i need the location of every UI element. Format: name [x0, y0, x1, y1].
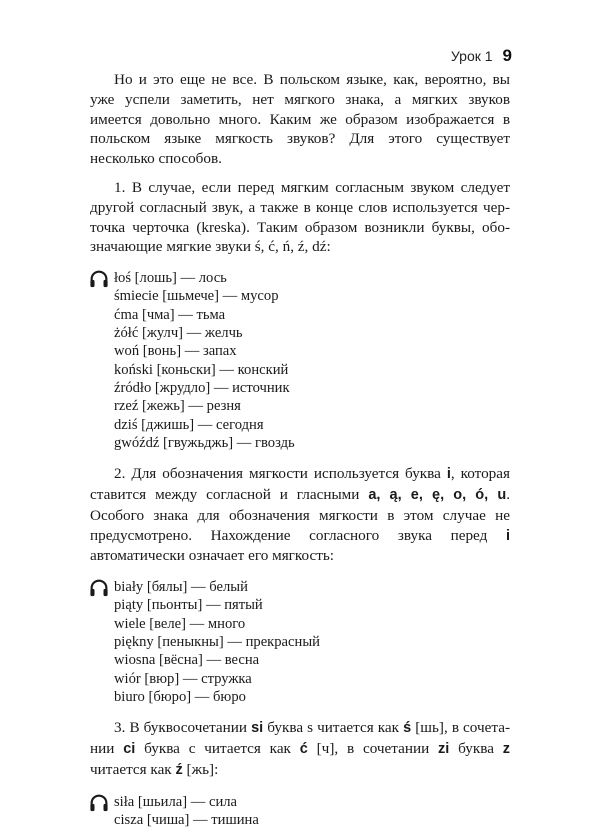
bold-letter: i — [505, 527, 510, 544]
section-1-examples — [90, 269, 510, 452]
bold-letter: ci — [123, 741, 136, 757]
bold-vowels: a, ą, e, ę, o, ó, u — [368, 486, 507, 503]
example-item: wiór [вюр] — стружка — [114, 670, 252, 687]
text-fragment: автоматически означает его мягкость: — [90, 547, 335, 565]
example-item: wiosna [вёсна] — весна — [114, 652, 260, 669]
bold-letter: z — [502, 741, 510, 757]
text-fragment: читается как — [90, 760, 176, 778]
section-2-examples — [90, 578, 510, 706]
text-fragment: , которая ставится между согласной и гласными — [90, 465, 510, 503]
example-item: dziś [джишь] — сегодня — [114, 416, 264, 433]
text-fragment: буква c читается как — [135, 740, 300, 757]
bold-letter: i — [446, 466, 451, 483]
example-item: woń [вонь] — запах — [114, 343, 237, 360]
example-item: źródło [жрудло] — источник — [114, 379, 290, 396]
example-item: wiele [веле] — много — [114, 615, 246, 632]
page-number: 9 — [502, 46, 512, 65]
example-item: biuro [бюро] — бюро — [114, 688, 246, 705]
text-fragment: 3. В буквосочетании — [114, 719, 252, 737]
headphones-icon[interactable] — [89, 270, 109, 288]
text-fragment: буква — [449, 740, 503, 757]
headphones-icon[interactable] — [89, 579, 109, 597]
example-item: żółć [жулч] — желчь — [114, 325, 243, 342]
section-3-examples — [90, 793, 510, 829]
bold-letter: ź — [175, 761, 183, 778]
section-3-paragraph — [90, 718, 510, 780]
bold-letter: zi — [438, 741, 450, 757]
text-fragment: [ч], в сочетании — [307, 740, 439, 757]
example-item: piękny [пеныкны] — прекрасный — [114, 634, 320, 651]
bold-letter: si — [251, 720, 264, 737]
example-item: piąty [пьонты] — пятый — [114, 597, 263, 614]
intro-paragraph: Но и это еще не все. В польском языке, как, вероятно, вы уже успели заметить, нет мягкого знака, а мягких звуков имеется довольно много. Каким же образом изображается в польском языке мягкость звуков? Для этого существует несколько способов. — [90, 71, 510, 168]
example-item: ćma [чма] — тьма — [114, 306, 226, 323]
section-1-paragraph: 1. В случае, если перед мягким согласным звуком следует другой согласный звук, а также в конце слов используется черточка черточка (kreska). Таким образом возникли буквы, обозначающие мягкие звуки ś, ć, ń, ź, dź: — [90, 178, 510, 256]
example-item: łoś [лошь] — лось — [114, 270, 227, 287]
example-item: śmiecie [шьмече] — мусор — [114, 288, 279, 305]
bold-letter: ś — [403, 720, 412, 737]
text-fragment: буква s читается как — [263, 719, 404, 737]
example-item: biały [бялы] — белый — [114, 579, 248, 596]
section-2-paragraph — [90, 464, 510, 566]
headphones-icon[interactable] — [89, 794, 109, 812]
example-item: cisza [чиша] — тишина — [114, 811, 259, 828]
page-content — [90, 70, 510, 829]
page-header — [451, 46, 512, 66]
text-fragment: 2. Для обозначения мягкости используется буква — [114, 465, 447, 483]
example-item: koński [коньски] — конский — [114, 361, 289, 378]
example-item: gwóźdź [гвужьджь] — гвоздь — [114, 434, 295, 451]
text-fragment: . Особого знака для обозначения мягкости в этом случае не предусмотрено. Нахождение согласного звука перед — [90, 485, 510, 544]
text-fragment: [шь], в сочетании — [90, 719, 510, 757]
text-fragment: [жь]: — [182, 760, 219, 778]
example-item: siła [шьила] — сила — [114, 793, 238, 810]
example-item: rzeź [жежь] — резня — [114, 398, 241, 415]
bold-letter: ć — [299, 741, 308, 757]
lesson-label: Урок 1 — [450, 48, 493, 64]
